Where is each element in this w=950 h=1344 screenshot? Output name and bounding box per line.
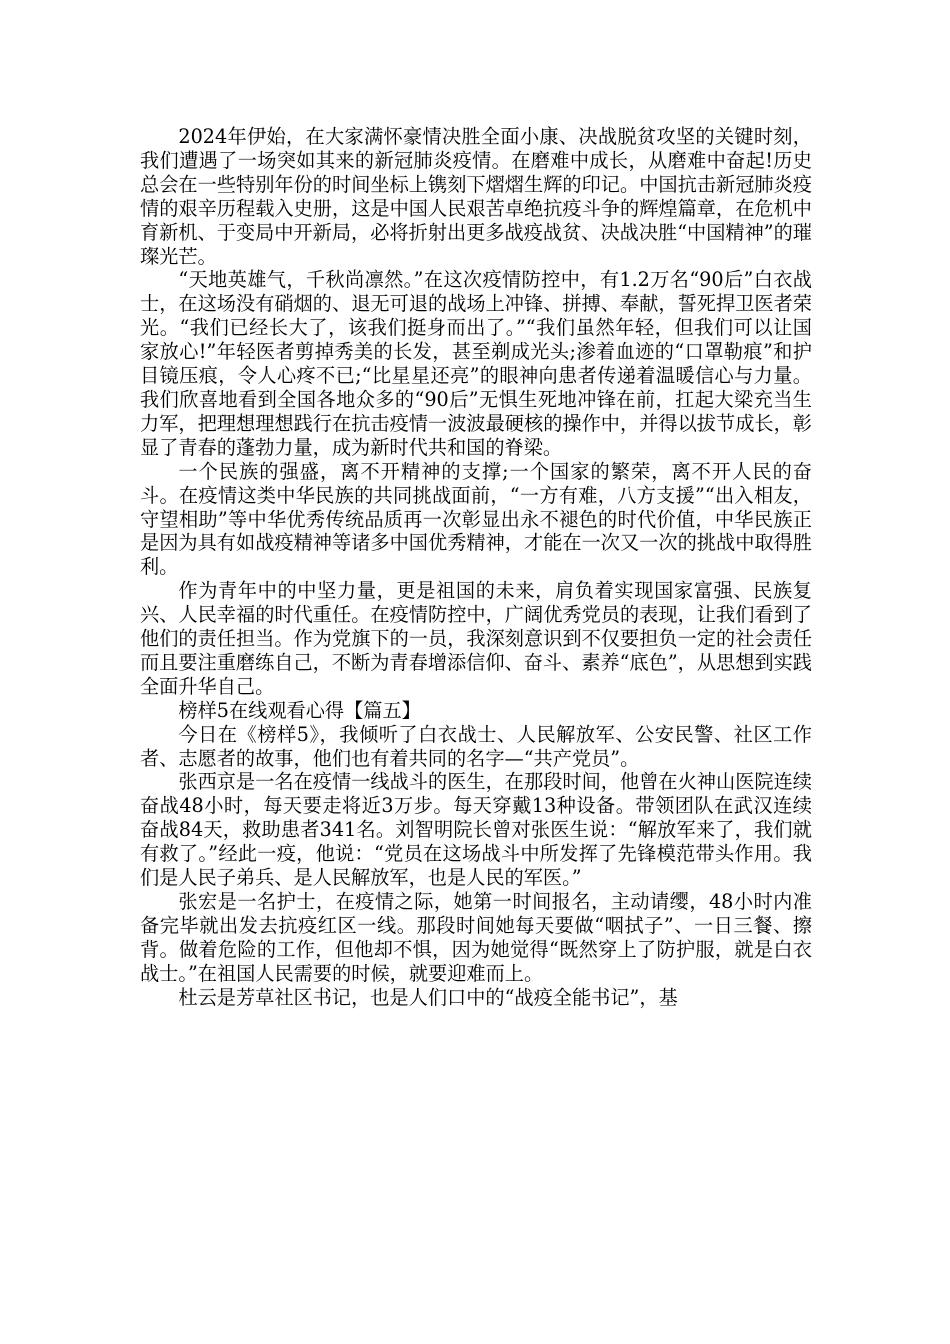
section-heading: 榜样5在线观看心得【篇五】 bbox=[178, 698, 421, 722]
paragraph-6: 张西京是一名在疫情一线战斗的医生，在那段时间，他曾在火神山医院连续奋战48小时，每天要走将近3万步。每天穿戴13种设备。带领团队在武汉连续奋战84天，救助患者341名。刘智明院长曾对张医生说：“解放军来了，我们就有救了。”经此一疫，他说：“党员在这场战斗中所发挥了先锋模范带头作用。我们是人民子弟兵、是人民解放军，也是人民的军医。” bbox=[140, 770, 812, 890]
document-body bbox=[140, 125, 812, 1010]
paragraph-5: 今日在《榜样5》，我倾听了白衣战士、人民解放军、公安民警、社区工作者、志愿者的故事，他们也有着共同的名字—“共产党员”。 bbox=[140, 722, 812, 770]
paragraph-7: 张宏是一名护士，在疫情之际，她第一时间报名，主动请缨，48小时内准备完毕就出发去抗疫红区一线。那段时间她每天要做“咽拭子”、一日三餐、擦背。做着危险的工作，但他却不惧，因为她觉得“既然穿上了防护服，就是白衣战士。”在祖国人民需要的时候，就要迎难而上。 bbox=[140, 890, 812, 985]
paragraph-2: “天地英雄气，千秋尚凛然。”在这次疫情防控中，有1.2万名“90后”白衣战士，在这场没有硝烟的、退无可退的战场上冲锋、拼搏、奉献，誓死捍卫医者荣光。“我们已经长大了，该我们挺身而出了。”“我们虽然年轻，但我们可以让国家放心!”年轻医者剪掉秀美的长发，甚至剃成光头;渗着血迹的“口罩勒痕”和护目镜压痕，令人心疼不已;“比星星还亮”的眼神向患者传递着温暖信心与力量。我们欣喜地看到全国各地众多的“90后”无惧生死地冲锋在前，扛起大梁充当生力军，把理想理想践行在抗击疫情一波波最硬核的操作中，并得以拔节成长，彰显了青春的蓬勃力量，成为新时代共和国的脊梁。 bbox=[140, 268, 812, 459]
paragraph-1: 2024年伊始，在大家满怀豪情决胜全面小康、决战脱贫攻坚的关键时刻，我们遭遇了一场突如其来的新冠肺炎疫情。在磨难中成长，从磨难中奋起!历史总会在一些特别年份的时间坐标上镌刻下熠熠生辉的印记。中国抗击新冠肺炎疫情的艰辛历程载入史册，这是中国人民艰苦卓绝抗疫斗争的辉煌篇章，在危机中育新机、于变局中开新局，必将折射出更多战疫战贫、决战决胜“中国精神”的璀璨光芒。 bbox=[140, 125, 812, 268]
paragraph-8: 杜云是芳草社区书记，也是人们口中的“战疫全能书记”，基 bbox=[178, 985, 678, 1009]
paragraph-3: 一个民族的强盛，离不开精神的支撑;一个国家的繁荣，离不开人民的奋斗。在疫情这类中华民族的共同挑战面前，“一方有难，八方支援”“出入相友，守望相助”等中华优秀传统品质再一次彰显出永不褪色的时代价值，中华民族正是因为具有如战疫精神等诸多中国优秀精神，才能在一次又一次的挑战中取得胜利。 bbox=[140, 459, 812, 579]
paragraph-4: 作为青年中的中坚力量，更是祖国的未来，肩负着实现国家富强、民族复兴、人民幸福的时代重任。在疫情防控中，广阔优秀党员的表现，让我们看到了他们的责任担当。作为党旗下的一员，我深刻意识到不仅要担负一定的社会责任而且要注重磨练自己，不断为青春增添信仰、奋斗、素养“底色”，从思想到实践全面升华自己。 bbox=[140, 579, 812, 698]
